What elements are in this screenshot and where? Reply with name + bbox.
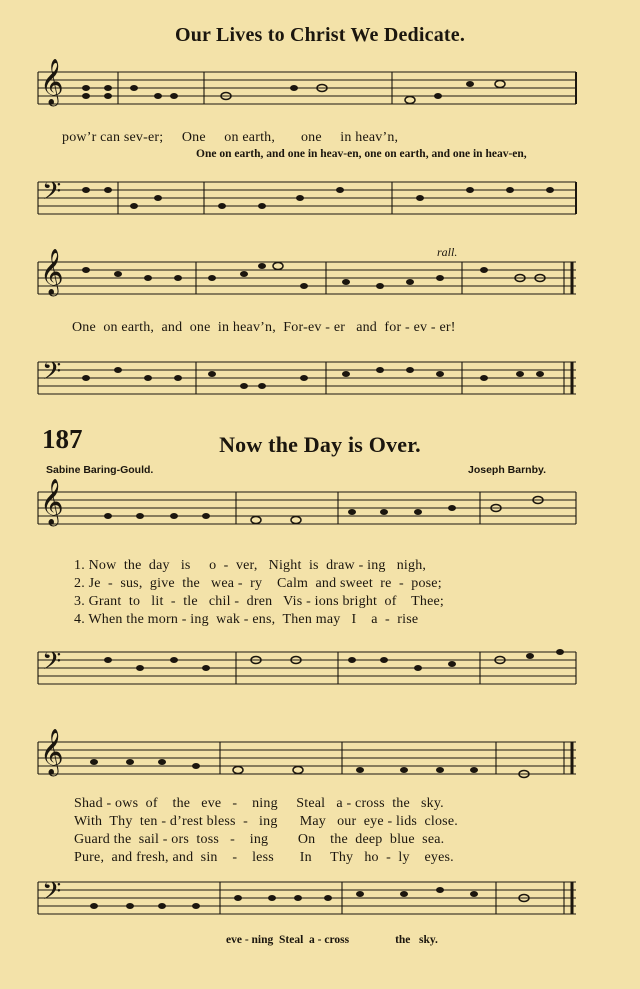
hymn-title: Our Lives to Christ We Dedicate. (174, 24, 466, 46)
verse-3-line-2: Guard the sail - ors toss - ing On the deep blue sea. (74, 832, 445, 847)
bass-clef-icon: 𝄢 (42, 877, 62, 912)
verse-4-line-2: Pure, and fresh, and sin - less In Thy ho - ly eyes. (74, 850, 454, 865)
bass-staff (0, 640, 640, 700)
hymn-title: Now the Day is Over. (219, 432, 421, 457)
lyric-line: pow’r can sev-er; One on earth, one in heav’n, (62, 130, 399, 145)
verse-2-line-2: With Thy ten - d’rest bless - ing May our eye - lids close. (74, 814, 458, 829)
bass-clef-icon: 𝄢 (42, 177, 62, 212)
treble-staff (0, 480, 640, 550)
bass-staff (0, 170, 640, 230)
treble-clef-icon: 𝄞 (40, 249, 64, 295)
treble-clef-icon: 𝄞 (40, 59, 64, 105)
hymn-number: 187 (42, 424, 83, 454)
bass-clef-icon: 𝄢 (42, 647, 62, 682)
lyric-line: One on earth, and one in heav’n, For-ev - er and for - ev - er! (72, 320, 456, 335)
treble-staff (0, 250, 640, 310)
treble-staff (0, 60, 640, 120)
bass-staff (0, 870, 640, 930)
verse-2-line-1: 2. Je - sus, give the wea - ry Calm and sweet re - pose; (74, 576, 442, 591)
treble-staff (0, 730, 640, 790)
verse-3-line-1: 3. Grant to lit - tle chil - dren Vis - ions bright of Thee; (74, 594, 444, 609)
verse-4-line-1: 4. When the morn - ing wak - ens, Then may I a - rise (74, 612, 419, 627)
bass-staff (0, 350, 640, 410)
treble-clef-icon: 𝄞 (40, 479, 64, 525)
lyric-line-alto: One on earth, and one in heav-en, one on earth, and one in heav-en, (196, 148, 527, 160)
verse-1-line-1: 1. Now the day is o - ver, Night is draw - ing nigh, (74, 558, 427, 573)
verse-1-line-2: Shad - ows of the eve - ning Steal a - cross the sky. (74, 796, 444, 811)
words-credit: Sabine Baring-Gould. (46, 464, 154, 476)
bass-echo-lyric: eve - ning Steal a - cross the sky. (226, 934, 438, 946)
treble-clef-icon: 𝄞 (40, 729, 64, 775)
rall-marking: rall. (437, 245, 458, 259)
bass-clef-icon: 𝄢 (42, 357, 62, 392)
music-credit: Joseph Barnby. (468, 464, 546, 476)
